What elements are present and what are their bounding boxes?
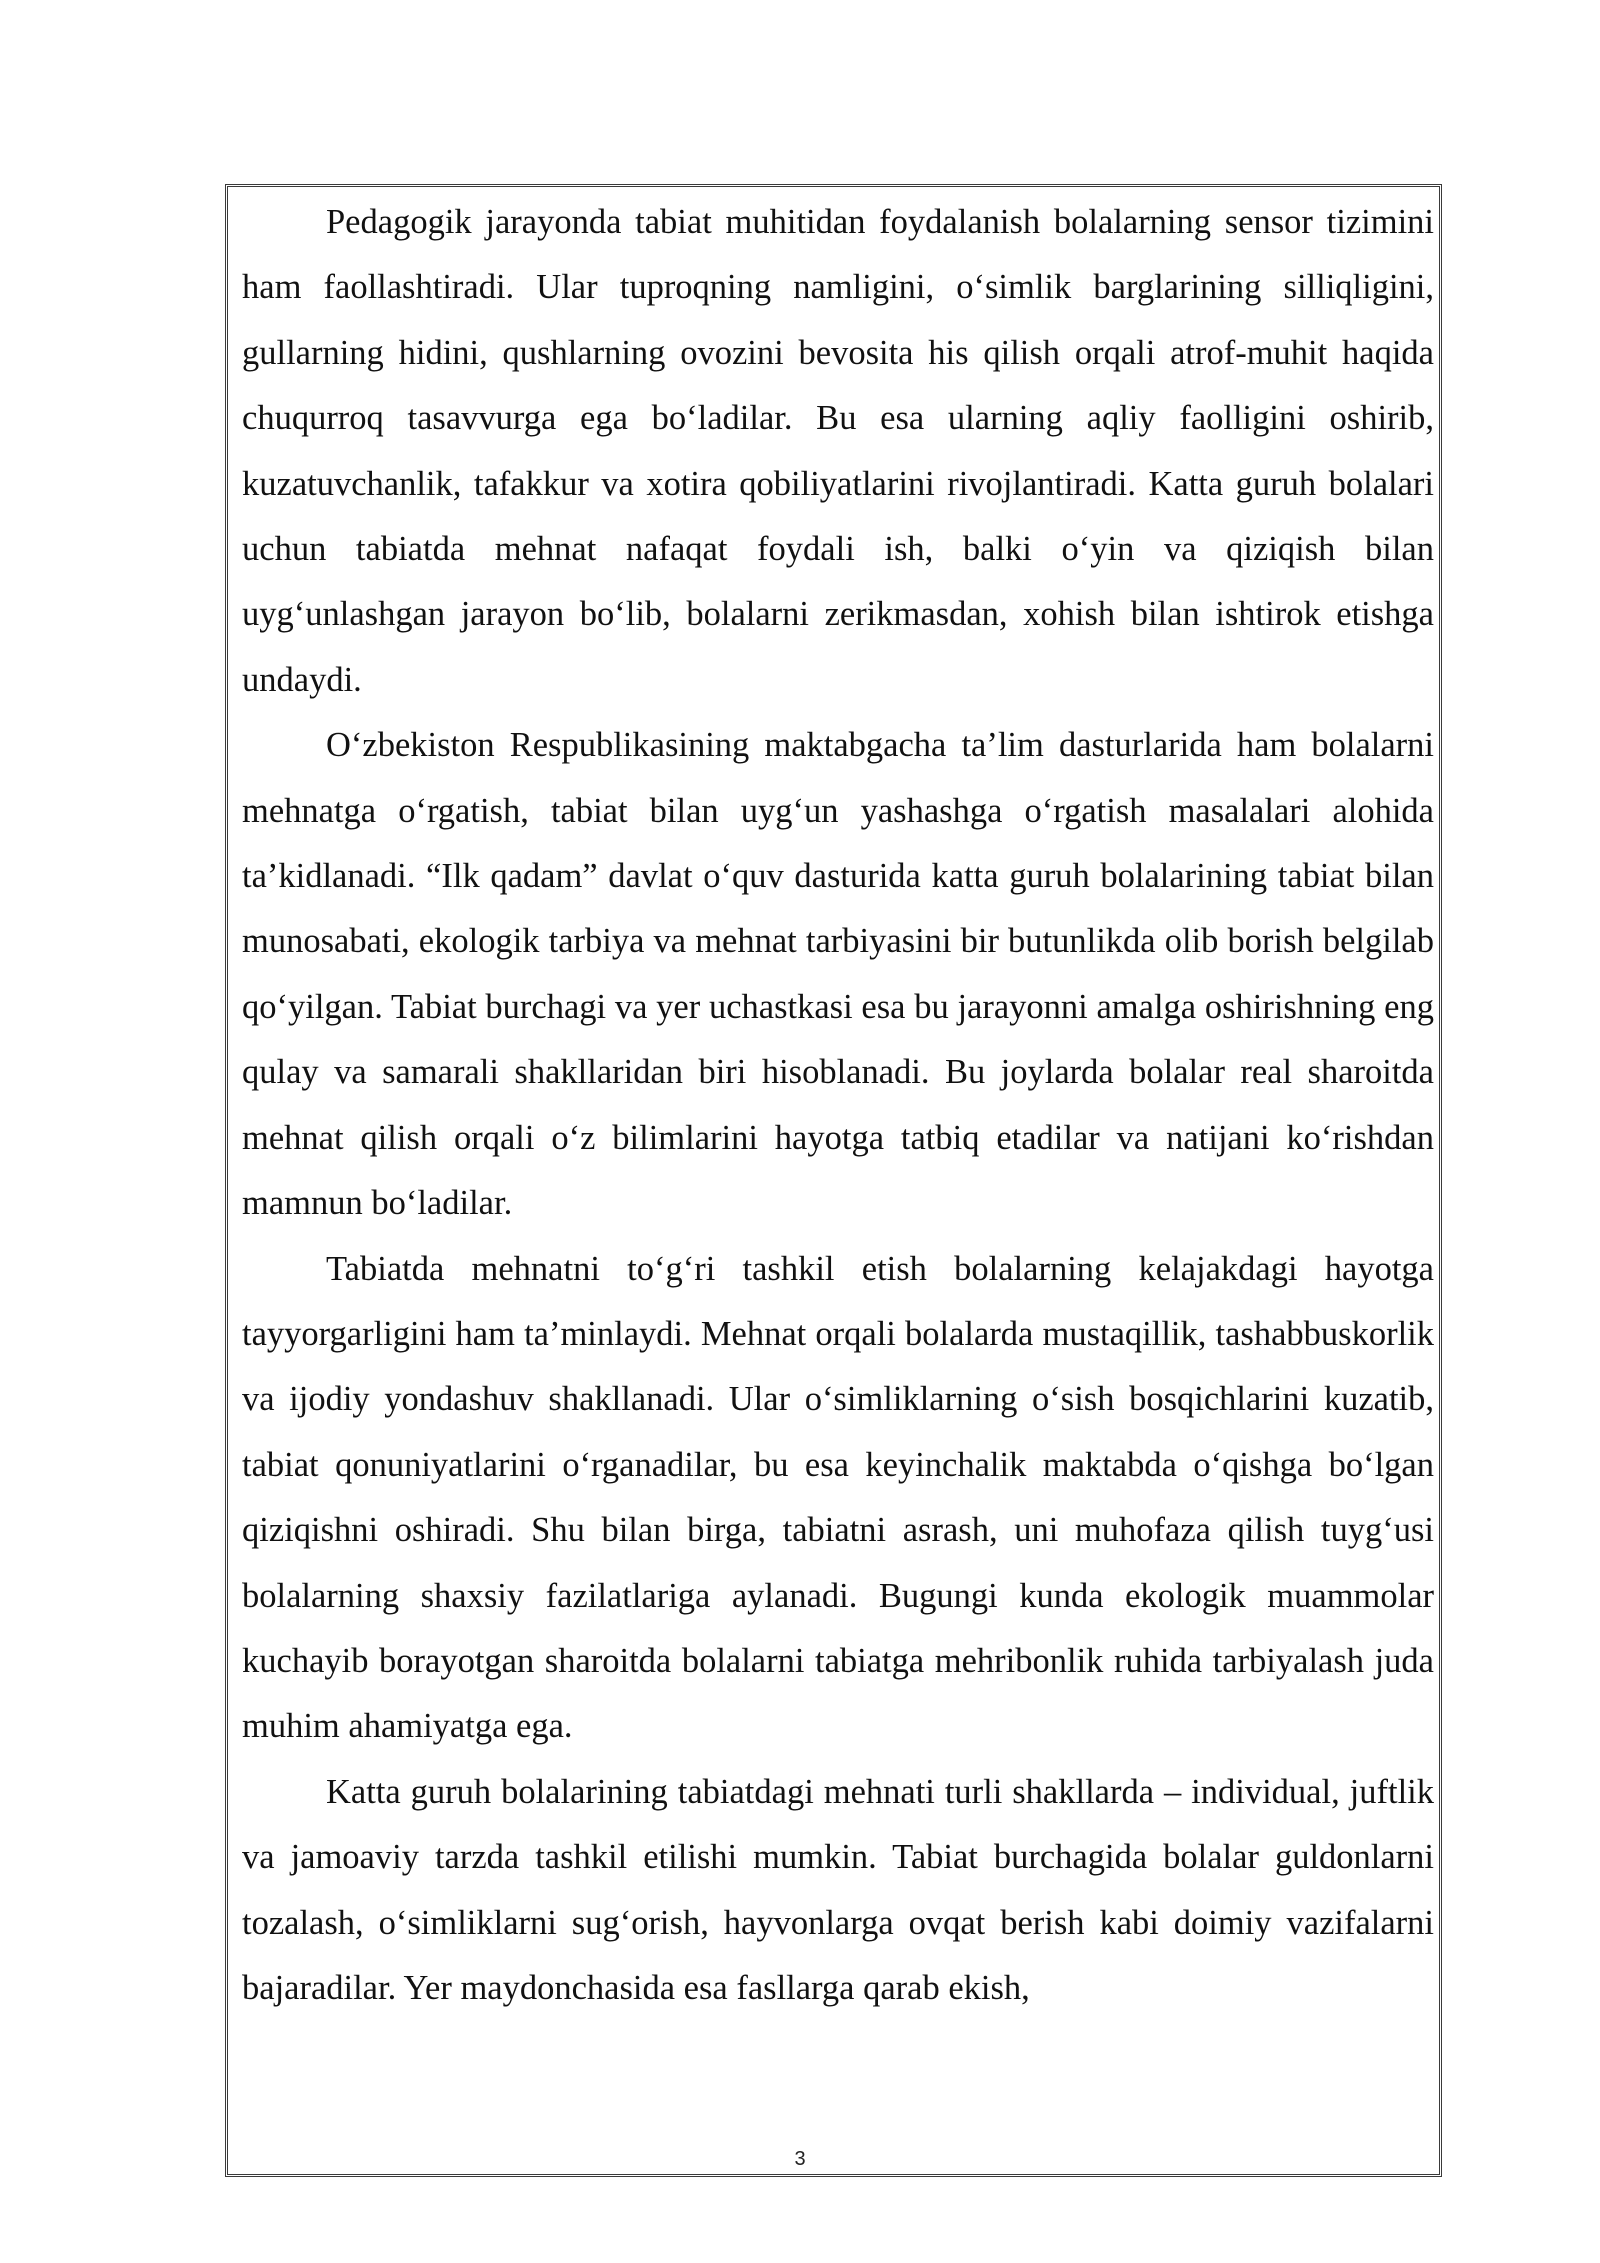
paragraph-4: Katta guruh bolalarining tabiatdagi mehnati turli shakllarda – individual, juftlik va jamoaviy tarzda tashkil etilishi mumkin. Tabiat burchagida bolalar guldonlarni tozalash, o‘simliklarni sug‘orish, hayvonlarga ovqat berish kabi doimiy vazifalarni bajaradilar. Yer maydonchasida esa fasllarga qarab ekish, <box>242 1772 1434 2007</box>
paragraph-1: Pedagogik jarayonda tabiat muhitidan foydalanish bolalarning sensor tizimini ham faollashtiradi. Ular tuproqning namligini, o‘simlik barglarining silliqligini, gullarning hidini, qushlarning ovozini bevosita his qilish orqali atrof-muhit haqida chuqurroq tasavvurga ega bo‘ladilar. Bu esa ularning aqliy faolligini oshirib, kuzatuvchanlik, tafakkur va xotira qobiliyatlarini rivojlantiradi. Katta guruh bolalari uchun tabiatda mehnat nafaqat foydali ish, balki o‘yin va qiziqish bilan uyg‘unlashgan jarayon bo‘lib, bolalarni zerikmasdan, xohish bilan ishtirok etishga undaydi. <box>242 203 1434 699</box>
page-number: 3 <box>794 2148 806 2170</box>
document-body <box>242 190 1434 2021</box>
paragraph-3: Tabiatda mehnatni to‘g‘ri tashkil etish bolalarning kelajakdagi hayotga tayyorgarligini ham ta’minlaydi. Mehnat orqali bolalarda mustaqillik, tashabbuskorlik va ijodiy yondashuv shakllanadi. Ular o‘simliklarning o‘sish bosqichlarini kuzatib, tabiat qonuniyatlarini o‘rganadilar, bu esa keyinchalik maktabda o‘qishga bo‘lgan qiziqishni oshiradi. Shu bilan birga, tabiatni asrash, uni muhofaza qilish tuyg‘usi bolalarning shaxsiy fazilatlariga aylanadi. Bugungi kunda ekologik muammolar kuchayib borayotgan sharoitda bolalarni tabiatga mehribonlik ruhida tarbiyalash juda muhim ahamiyatga ega. <box>242 1249 1434 1746</box>
paragraph-2: O‘zbekiston Respublikasining maktabgacha ta’lim dasturlarida ham bolalarni mehnatga o‘rgatish, tabiat bilan uyg‘un yashashga o‘rgatish masalalari alohida ta’kidlanadi. “Ilk qadam” davlat o‘quv dasturida katta guruh bolalarining tabiat bilan munosabati, ekologik tarbiya va mehnat tarbiyasini bir butunlikda olib borish belgilab qo‘yilgan. Tabiat burchagi va yer uchastkasi esa bu jarayonni amalga oshirishning eng qulay va samarali shakllaridan biri hisoblanadi. Bu joylarda bolalar real sharoitda mehnat qilish orqali o‘z bilimlarini hayotga tatbiq etadilar va natijani ko‘rishdan mamnun bo‘ladilar. <box>242 726 1434 1223</box>
